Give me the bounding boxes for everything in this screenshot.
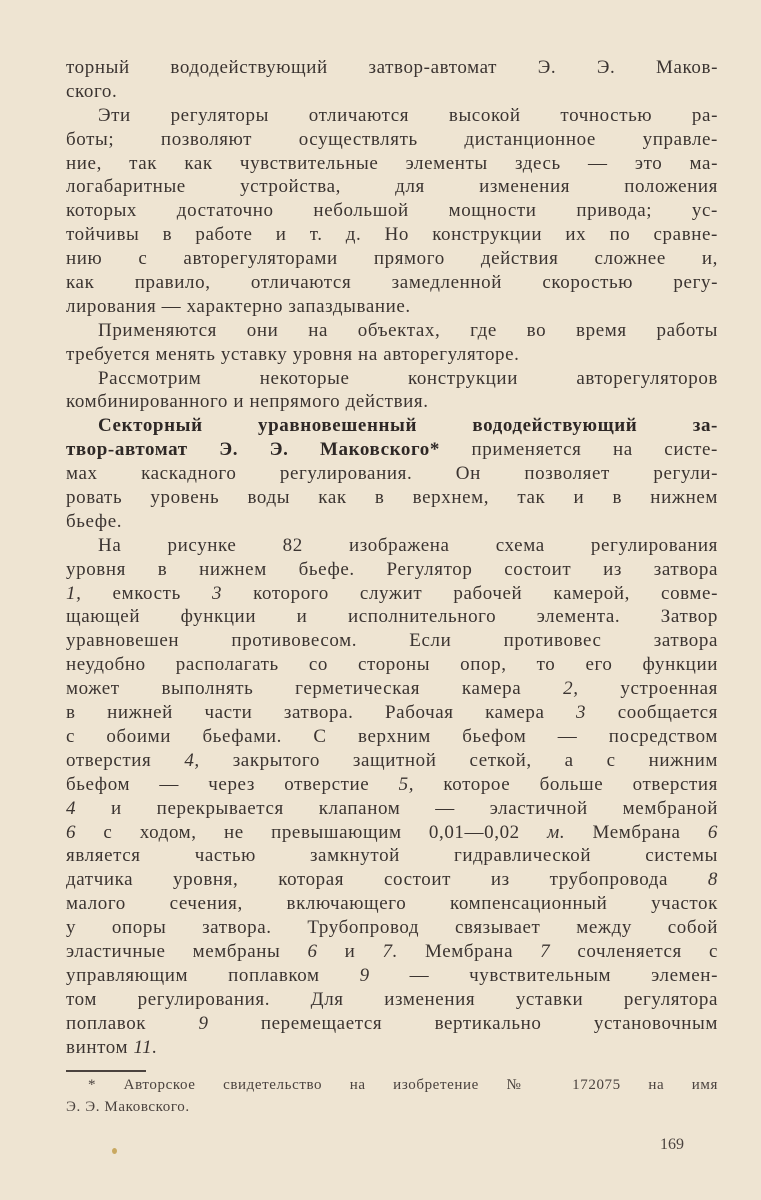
text-run: которого служит рабочей камерой, совме- [222,582,719,604]
text-run: Мембрана [397,940,541,962]
text-line [66,1012,718,1036]
text-line [66,199,718,223]
text-line [66,343,718,367]
text-line [66,104,718,128]
text-run: у опоры затвора. Трубопровод связывает между собой [66,917,718,939]
text-run: боты; позволяют осуществлять дистанционное управле- [66,128,718,150]
text-line [66,414,718,438]
text-run: с ходом, не превышающим 0,01—0,02 [76,821,548,843]
text-run: неудобно располагать со стороны опор, то его функции [66,654,718,676]
text-run: уровня в нижнем бьефе. Регулятор состоит из затвора [66,558,718,580]
text-run: бьефом — через отверстие [66,773,399,795]
text-line [66,80,718,104]
text-line [66,582,718,606]
italic-run: 6 [66,821,77,843]
text-run: ние, так как чувствительные элементы здесь — это ма- [66,152,718,174]
text-run: и [317,940,383,962]
text-run: Рассмотрим некоторые конструкции авторегуляторов [98,367,718,389]
italic-run: м. [547,821,566,843]
italic-run: 8 [707,869,718,891]
text-line [66,964,718,988]
text-line [66,605,718,629]
text-line [66,534,718,558]
italic-run: 9 [198,1012,209,1034]
footnote-line: Э. Э. Маковского. [66,1099,190,1115]
text-run: которых достаточно небольшой мощности привода; ус- [66,200,718,222]
text-line [66,797,718,821]
text-line [66,175,718,199]
text-run: эластичные мембраны [66,940,308,962]
text-run: управляющим поплавком [66,964,360,986]
footnote-divider [66,1070,146,1072]
text-run: устроенная [578,678,718,700]
text-run: может выполнять герметическая камера [66,678,564,700]
italic-run: 9 [359,964,370,986]
print-blemish [112,1148,117,1154]
text-line [66,988,718,1012]
text-run: отверстия [66,749,185,771]
text-run: торный вододействующий затвор-автомат Э. Э. Маков- [66,57,718,78]
text-run: емкость [81,582,212,604]
text-line [66,223,718,247]
italic-run: 3 [211,582,223,604]
footnote [66,1074,718,1118]
text-run: мах каскадного регулирования. Он позволяет регули- [66,463,718,485]
text-run: датчика уровня, которая состоит из трубопровода [66,869,708,891]
text-line [66,844,718,868]
text-line [66,677,718,701]
text-line [66,701,718,725]
text-line [66,128,718,152]
text-run: сочленяется с [550,940,718,962]
text-run: винтом [66,1036,134,1058]
text-run: которое больше отверстия [414,773,719,795]
text-run: закрытого защитной сеткой, а с нижним [199,749,718,771]
text-line [66,486,718,510]
text-line [66,247,718,271]
text-run: комбинированного и непрямого действия. [66,391,429,413]
text-run: ского. [66,80,118,102]
text-run: На рисунке 82 изображена схема регулирования [98,534,718,556]
italic-run: 7 [540,940,551,962]
footnote-line: * Авторское свидетельство на изобретение № 172075 на имя [88,1077,718,1093]
text-run: сообщается [586,702,718,724]
text-run: малого сечения, включающего компенсационный участок [66,893,718,915]
text-run: ровать уровень воды как в верхнем, так и в нижнем [66,487,718,509]
text-run: — чувствительным элемен- [369,964,718,986]
text-line [66,510,718,534]
text-run: тойчивы в работе и т. д. Но конструкции их по сравне- [66,224,718,246]
text-run: Мембрана [565,821,708,843]
text-run: применяется на систе- [439,439,718,461]
italic-run: 5, [398,773,415,795]
text-run: Эти регуляторы отличаются высокой точностью ра- [98,104,718,126]
text-line [66,821,718,845]
text-line [66,773,718,797]
text-run: является частью замкнутой гидравлической системы [66,845,718,867]
text-line [66,390,718,414]
text-line [66,1036,718,1060]
text-line [66,629,718,653]
text-run: нию с авторегуляторами прямого действия сложнее и, [66,248,718,270]
text-run: в нижней части затвора. Рабочая камера [66,702,577,724]
text-line [66,653,718,677]
italic-run: 4 [66,797,77,819]
text-line [66,892,718,916]
italic-run: 2, [563,678,579,700]
text-line [66,725,718,749]
text-run: требуется менять уставку уровня на авторегуляторе. [66,343,520,365]
text-run: как правило, отличаются замедленной скоростью регу- [66,272,718,294]
text-run: поплавок [66,1012,199,1034]
page-number: 169 [660,1136,684,1153]
italic-run: 3 [576,702,587,724]
text-line [66,319,718,343]
text-run: с обоими бьефами. С верхним бьефом — посредством [66,725,718,747]
text-line [66,56,718,80]
italic-run: 6 [307,940,318,962]
text-run: том регулирования. Для изменения уставки регулятора [66,988,718,1010]
text-run: перемещается вертикально установочным [208,1012,718,1034]
italic-run: 4, [184,749,200,771]
text-run: щающей функции и исполнительного элемента. Затвор [66,606,718,628]
text-line [66,271,718,295]
text-line [66,152,718,176]
text-run: и перекрывается клапаном — эластичной мембраной [76,797,718,819]
text-run: лирования — характерно запаздывание. [66,295,411,317]
page-body [66,56,718,1059]
text-run: логабаритные устройства, для изменения положения [66,176,718,198]
italic-run: 11. [133,1036,158,1058]
italic-run: 7. [382,940,398,962]
text-line [66,558,718,582]
text-line [66,438,718,462]
text-line [66,868,718,892]
text-line [66,462,718,486]
text-line [66,367,718,391]
text-line [66,916,718,940]
italic-run: 1, [66,582,82,604]
text-line [66,295,718,319]
italic-run: 6 [707,821,718,843]
text-line [66,940,718,964]
text-run: бьефе. [66,510,123,532]
text-line [66,749,718,773]
text-run: уравновешен противовесом. Если противовес затвора [66,630,718,652]
text-run: Применяются они на объектах, где во время работы [98,319,718,341]
bold-heading-run: твор-автомат Э. Э. Маковского* [66,439,440,461]
bold-heading-run: Секторный уравновешенный вододействующий за- [98,415,718,437]
